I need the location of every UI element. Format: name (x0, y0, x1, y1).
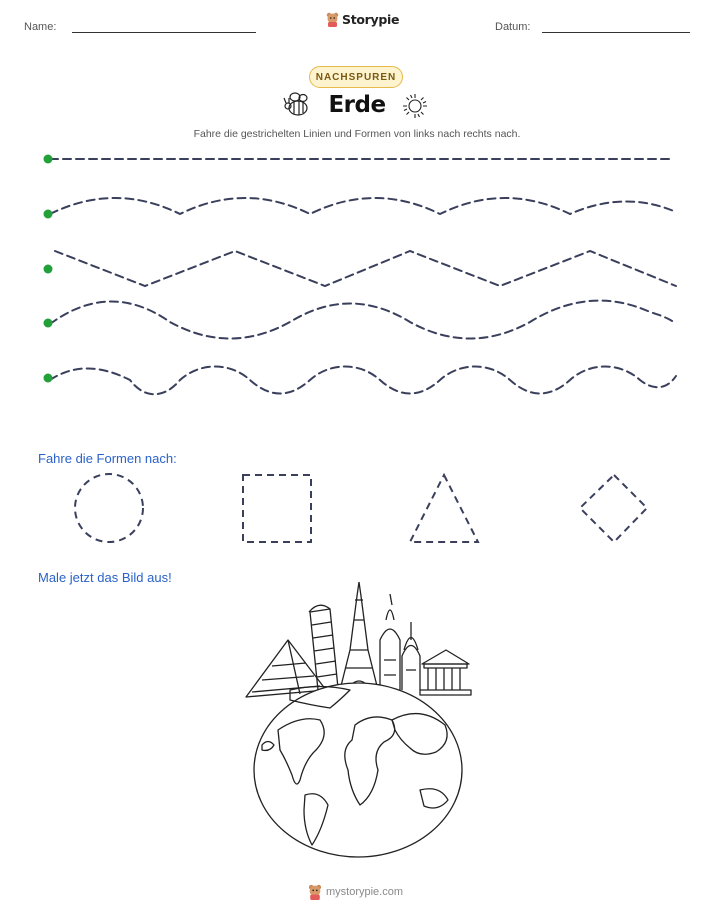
bear-icon (308, 884, 322, 900)
start-dot-5 (44, 374, 53, 383)
coloring-heading: Male jetzt das Bild aus! (38, 570, 172, 585)
activity-badge: NACHSPUREN (309, 66, 403, 88)
start-dot-3 (44, 265, 53, 274)
shapes-heading: Fahre die Formen nach: (38, 451, 177, 466)
page-title: Erde (328, 92, 386, 118)
start-dot-4 (44, 319, 53, 328)
trace-diamond[interactable] (580, 475, 647, 542)
tracing-line-bump-wave[interactable] (50, 367, 676, 395)
footer-url[interactable]: mystorypie.com (326, 886, 404, 898)
instructions-text: Fahre die gestrichelten Linien und Formen von links nach rechts nach. (193, 128, 521, 140)
tracing-line-wave-1[interactable] (50, 198, 676, 214)
sun-icon (403, 94, 427, 118)
footer (308, 884, 403, 900)
trace-circle[interactable] (75, 474, 143, 542)
trace-triangle[interactable] (410, 475, 478, 542)
date-label: Datum: (495, 21, 531, 33)
bee-icon (284, 93, 307, 115)
tracing-line-zigzag[interactable] (55, 251, 676, 286)
name-label: Name: (24, 21, 57, 33)
trace-square[interactable] (243, 475, 311, 542)
brand-name: Storypie (342, 12, 400, 27)
globe-landmarks-illustration[interactable] (246, 582, 471, 857)
start-dot-1 (44, 155, 53, 164)
start-dot-2 (44, 210, 53, 219)
tracing-line-wave-2[interactable] (50, 301, 676, 339)
